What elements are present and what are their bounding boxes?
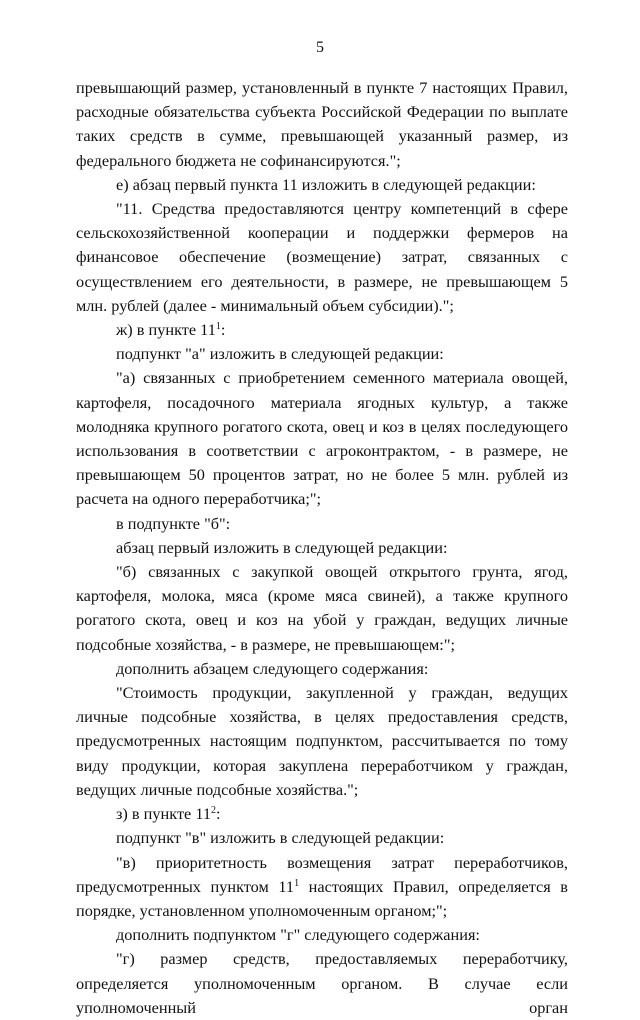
document-body (76, 76, 568, 1020)
paragraph-text: абзац первый изложить в следующей редакции: (116, 537, 448, 557)
paragraph-text-continued: : (220, 320, 226, 340)
paragraph (76, 173, 568, 197)
paragraph-text: "в) приоритетность возмещения затрат переработчиков, предусмотренных пунктом 11 (76, 852, 568, 896)
paragraph (76, 560, 568, 657)
paragraph-text: "Стоимость продукции, закупленной у граждан, ведущих личные подсобные хозяйства, в целях предоставления средств, предусмотренных настоящим подпунктом, рассчитывается по тому виду продукции, которая закуплена переработчиком у граждан, ведущих личные подсобные хозяйства."; (76, 683, 568, 799)
superscript: 2 (211, 805, 217, 817)
paragraph-text: "11. Средства предоставляются центру компетенций в сфере сельскохозяйственной кооперации и поддержки фермеров на финансовое обеспечение (возмещение) затрат, связанных с осуществлением его деятельности, в размере, не превышающем 5 млн. рублей (далее - минимальный объем субсидии)."; (76, 199, 568, 315)
paragraph-text: подпункт "а" изложить в следующей редакции: (116, 344, 444, 364)
paragraph (76, 318, 568, 342)
superscript: 1 (215, 321, 221, 333)
paragraph (76, 826, 568, 850)
page-number: 5 (316, 39, 324, 56)
paragraph-text: е) абзац первый пункта 11 изложить в следующей редакции: (116, 174, 536, 194)
paragraph-text: дополнить подпунктом "г" следующего содержания: (116, 925, 480, 945)
paragraph-text: "г) размер средств, предоставляемых переработчику, определяется уполномоченным органом. В случае если уполномоченный орган (76, 949, 568, 1017)
paragraph (76, 342, 568, 366)
superscript: 1 (294, 877, 300, 889)
paragraph-text: подпункт "в" изложить в следующей редакции: (116, 828, 445, 848)
paragraph (76, 802, 568, 826)
paragraph (76, 197, 568, 318)
paragraph (76, 681, 568, 802)
paragraph (76, 536, 568, 560)
paragraph (76, 657, 568, 681)
paragraph (76, 366, 568, 511)
paragraph-text: превышающий размер, установленный в пункте 7 настоящих Правил, расходные обязательства субъекта Российской Федерации по выплате таких средств в сумме, превышающей указанный размер, из федерального бюджета не софинансируются."; (76, 78, 568, 170)
paragraph-text-continued: : (216, 804, 221, 824)
paragraph-text: з) в пункте 11 (116, 804, 212, 824)
paragraph-text: "а) связанных с приобретением семенного материала овощей, картофеля, посадочного материала ягодных культур, а также молодняка крупного рогатого скота, овец и коз в целях последующего использования в соответствии с агроконтрактом, - в размере, не превышающем 50 процентов затрат, но не более 5 млн. рублей из расчета на одного переработчика;"; (76, 368, 568, 509)
paragraph-text: дополнить абзацем следующего содержания: (116, 658, 429, 678)
paragraph-text: ж) в пункте 11 (116, 320, 216, 340)
paragraph-text: в подпункте "б": (116, 513, 231, 533)
paragraph (76, 923, 568, 947)
paragraph-text: "б) связанных с закупкой овощей открытого грунта, ягод, картофеля, молока, мяса (кроме мяса свиней), а также крупного рогатого скота, овец и коз на убой у граждан, ведущих личные подсобные хозяйства, - в размере, не превышающем:"; (76, 562, 568, 654)
paragraph-text-continued: настоящих Правил, определяется в порядке, установленном уполномоченным органом;"; (76, 876, 568, 920)
paragraph (76, 851, 568, 924)
paragraph (76, 76, 568, 173)
paragraph (76, 512, 568, 536)
paragraph (76, 947, 568, 1020)
